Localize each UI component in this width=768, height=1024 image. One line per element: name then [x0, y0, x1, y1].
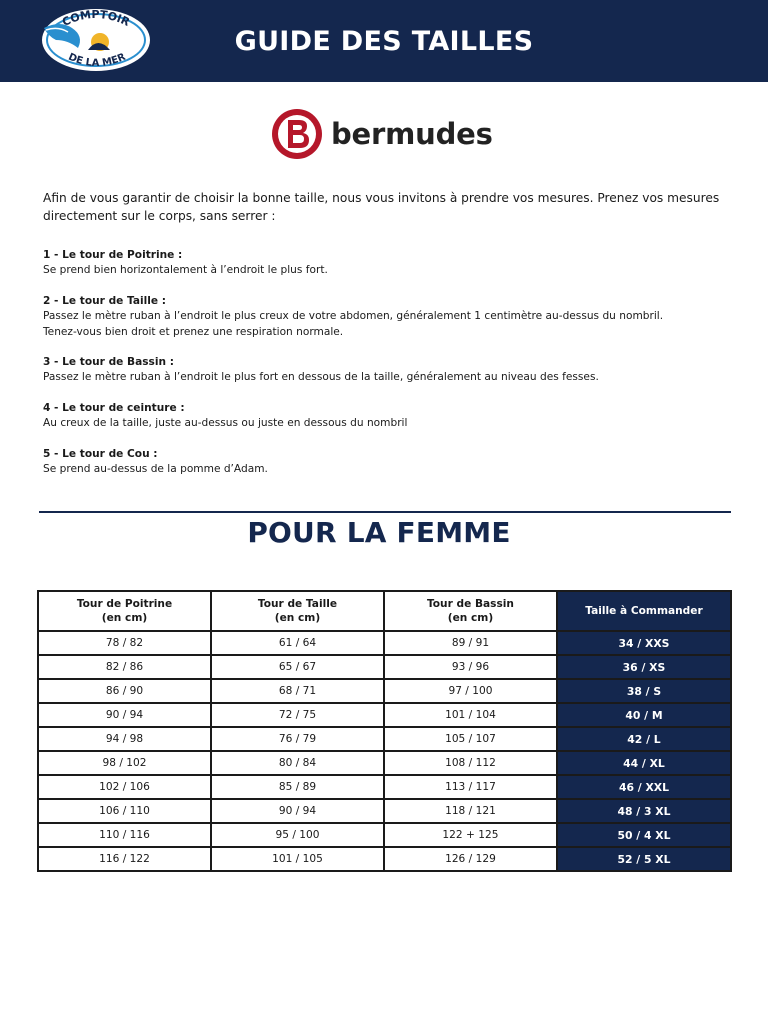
cell-poitrine: 106 / 110 — [38, 799, 211, 823]
cell-bassin: 113 / 117 — [384, 775, 557, 799]
cell-taille-a-commander: 42 / L — [557, 727, 731, 751]
cell-taille: 68 / 71 — [211, 679, 384, 703]
cell-bassin: 93 / 96 — [384, 655, 557, 679]
cell-taille: 80 / 84 — [211, 751, 384, 775]
cell-poitrine: 82 / 86 — [38, 655, 211, 679]
section-title: POUR LA FEMME — [247, 516, 511, 549]
cell-taille-a-commander: 50 / 4 XL — [557, 823, 731, 847]
measure-item-cou: 5 - Le tour de Cou : Se prend au-dessus de la pomme d’Adam. — [43, 447, 268, 476]
header-bassin: Tour de Bassin (en cm) — [384, 591, 557, 631]
cell-poitrine: 98 / 102 — [38, 751, 211, 775]
cell-taille-a-commander: 44 / XL — [557, 751, 731, 775]
cell-taille: 65 / 67 — [211, 655, 384, 679]
cell-poitrine: 110 / 116 — [38, 823, 211, 847]
cell-taille-a-commander: 48 / 3 XL — [557, 799, 731, 823]
table-row — [38, 775, 731, 799]
cell-taille: 101 / 105 — [211, 847, 384, 871]
cell-taille-a-commander: 34 / XXS — [557, 631, 731, 655]
measure-item-poitrine: 1 - Le tour de Poitrine : Se prend bien horizontalement à l’endroit le plus fort. — [43, 249, 328, 277]
header-taille: Tour de Taille (en cm) — [211, 591, 384, 631]
table-row — [38, 727, 731, 751]
cell-taille-a-commander: 52 / 5 XL — [557, 847, 731, 871]
cell-poitrine: 78 / 82 — [38, 631, 211, 655]
table-row — [38, 751, 731, 775]
intro-text: Afin de vous garantir de choisir la bonne taille, nous vous invitons à prendre vos mesures. Prenez vos mesures directement sur le corps, sans serrer : — [43, 191, 720, 223]
cell-taille-a-commander: 40 / M — [557, 703, 731, 727]
cell-poitrine: 102 / 106 — [38, 775, 211, 799]
measure-instructions — [43, 248, 743, 492]
bermudes-logo-icon — [271, 108, 323, 160]
table-header-row — [38, 591, 731, 631]
table-row — [38, 799, 731, 823]
cell-taille: 95 / 100 — [211, 823, 384, 847]
cell-taille: 85 / 89 — [211, 775, 384, 799]
cell-bassin: 108 / 112 — [384, 751, 557, 775]
cell-poitrine: 94 / 98 — [38, 727, 211, 751]
cell-bassin: 101 / 104 — [384, 703, 557, 727]
cell-bassin: 118 / 121 — [384, 799, 557, 823]
cell-taille: 61 / 64 — [211, 631, 384, 655]
table-row — [38, 823, 731, 847]
cell-taille-a-commander: 38 / S — [557, 679, 731, 703]
cell-bassin: 126 / 129 — [384, 847, 557, 871]
table-row — [38, 655, 731, 679]
table-row — [38, 703, 731, 727]
svg-text:COMPTOIR: COMPTOIR — [60, 7, 132, 29]
cell-taille-a-commander: 36 / XS — [557, 655, 731, 679]
cell-bassin: 105 / 107 — [384, 727, 557, 751]
cell-taille-a-commander: 46 / XXL — [557, 775, 731, 799]
page-header — [0, 0, 768, 82]
cell-taille: 90 / 94 — [211, 799, 384, 823]
cell-poitrine: 116 / 122 — [38, 847, 211, 871]
cell-bassin: 122 + 125 — [384, 823, 557, 847]
table-row — [38, 847, 731, 871]
measure-item-taille: 2 - Le tour de Taille : Passez le mètre ruban à l’endroit le plus creux de votre abdomen, généralement 1 centimètre au-dessus du nombril. Tenez-vous bien droit et prenez une respiration normale. — [43, 294, 664, 338]
table-row — [38, 631, 731, 655]
size-table — [37, 590, 732, 872]
page-title: GUIDE DES TAILLES — [234, 25, 534, 57]
cell-taille: 76 / 79 — [211, 727, 384, 751]
table-row — [38, 679, 731, 703]
measure-item-bassin: 3 - Le tour de Bassin : Passez le mètre ruban à l’endroit le plus fort en dessous de la taille, généralement au niveau des fesses. — [43, 356, 599, 384]
table-body — [38, 631, 731, 871]
section-divider — [39, 511, 731, 513]
bermudes-brand — [271, 108, 511, 160]
measure-item-ceinture: 4 - Le tour de ceinture : Au creux de la taille, juste au-dessus ou juste en dessous du nombril — [43, 401, 408, 430]
header-taille-a-commander: Taille à Commander — [557, 591, 731, 631]
header-poitrine: Tour de Poitrine (en cm) — [38, 591, 211, 631]
brand-name: bermudes — [331, 117, 493, 151]
svg-text:DE LA MER: DE LA MER — [66, 51, 128, 70]
cell-poitrine: 90 / 94 — [38, 703, 211, 727]
cell-bassin: 89 / 91 — [384, 631, 557, 655]
cell-taille: 72 / 75 — [211, 703, 384, 727]
cell-poitrine: 86 / 90 — [38, 679, 211, 703]
cell-bassin: 97 / 100 — [384, 679, 557, 703]
